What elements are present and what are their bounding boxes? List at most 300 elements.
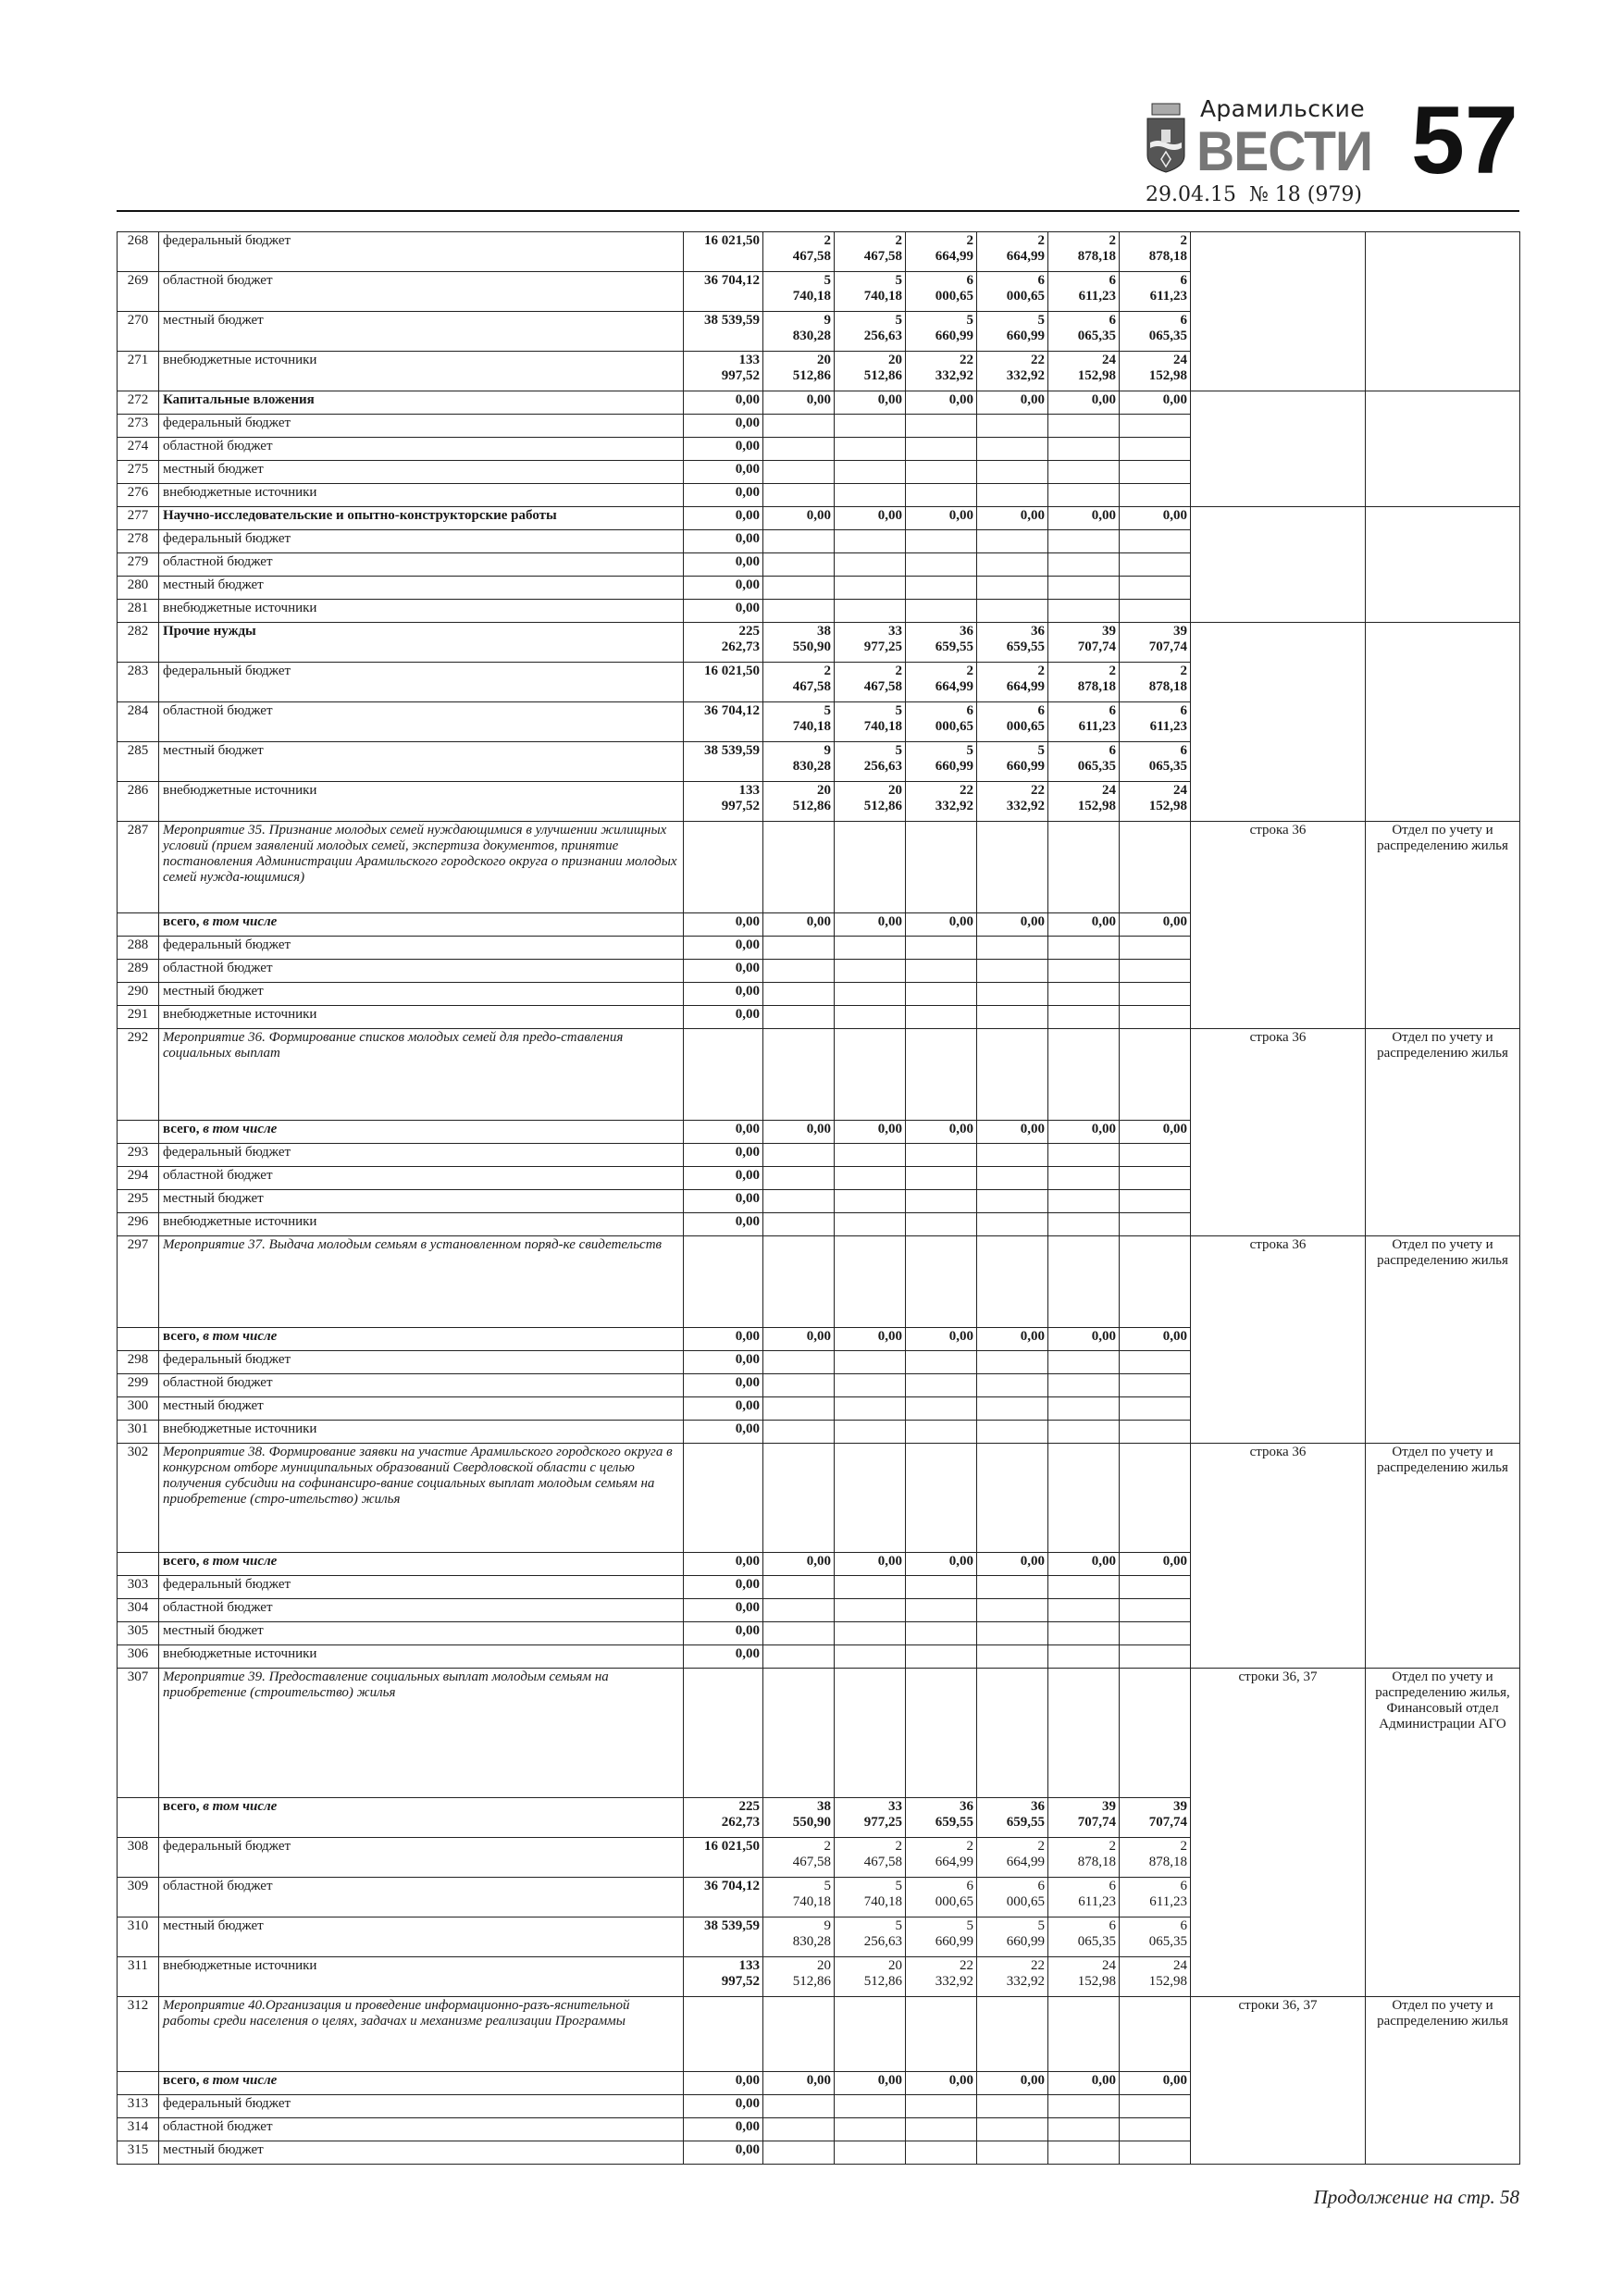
year-cell xyxy=(906,553,977,577)
year-cell xyxy=(1120,1006,1191,1029)
total-cell: 225 262,73 xyxy=(684,1798,763,1838)
row-label xyxy=(159,913,684,937)
year-cell: 5 660,99 xyxy=(977,312,1048,352)
year-cell: 6 000,65 xyxy=(977,1878,1048,1917)
row-label: федеральный бюджет xyxy=(159,530,684,553)
year-cell: 0,00 xyxy=(1048,507,1120,530)
row-label: областной бюджет xyxy=(159,1167,684,1190)
year-cell xyxy=(906,1006,977,1029)
target-indicator-cell: строки 36, 37 xyxy=(1191,1669,1366,1997)
year-cell xyxy=(977,937,1048,960)
total-cell: 0,00 xyxy=(684,1213,763,1236)
year-cell: 0,00 xyxy=(763,391,835,415)
year-cell: 0,00 xyxy=(1048,1121,1120,1144)
year-cell xyxy=(1048,1236,1120,1328)
row-number: 289 xyxy=(118,960,159,983)
year-cell xyxy=(1048,1167,1120,1190)
year-cell xyxy=(1120,1645,1191,1669)
responsible-cell: Отдел по учету и распределению жилья xyxy=(1366,1997,1520,2165)
row-number: 311 xyxy=(118,1957,159,1997)
year-cell: 0,00 xyxy=(977,391,1048,415)
measure-row xyxy=(118,822,1520,913)
year-cell: 5 256,63 xyxy=(835,742,906,782)
row-label: Мероприятие 39. Предоставление социальных выплат молодым семьям на приобретение (строительство) жилья xyxy=(159,1669,684,1798)
year-cell xyxy=(977,1351,1048,1374)
row-number: 294 xyxy=(118,1167,159,1190)
year-cell: 6 611,23 xyxy=(1048,1878,1120,1917)
year-cell: 0,00 xyxy=(977,1553,1048,1576)
row-label: федеральный бюджет xyxy=(159,1576,684,1599)
year-cell: 2 467,58 xyxy=(835,1838,906,1878)
year-cell xyxy=(906,1029,977,1121)
measure-row xyxy=(118,1997,1520,2072)
year-cell xyxy=(906,1645,977,1669)
year-cell xyxy=(977,1622,1048,1645)
row-label: внебюджетные источники xyxy=(159,1645,684,1669)
row-number: 290 xyxy=(118,983,159,1006)
year-cell xyxy=(1120,2141,1191,2165)
year-cell xyxy=(906,438,977,461)
year-cell: 2 878,18 xyxy=(1120,663,1191,702)
year-cell: 0,00 xyxy=(1048,913,1120,937)
year-cell xyxy=(835,1421,906,1444)
row-label xyxy=(159,1798,684,1838)
row-number: 314 xyxy=(118,2118,159,2141)
year-cell xyxy=(1120,1236,1191,1328)
year-cell xyxy=(1048,415,1120,438)
total-cell: 0,00 xyxy=(684,415,763,438)
total-cell: 0,00 xyxy=(684,1599,763,1622)
year-cell: 6 000,65 xyxy=(906,702,977,742)
year-cell xyxy=(906,415,977,438)
year-cell xyxy=(906,1190,977,1213)
year-cell xyxy=(835,1351,906,1374)
year-cell xyxy=(1120,1374,1191,1397)
year-cell xyxy=(1120,983,1191,1006)
year-cell: 0,00 xyxy=(977,2072,1048,2095)
year-cell: 0,00 xyxy=(906,1553,977,1576)
year-cell: 6 065,35 xyxy=(1120,1917,1191,1957)
page-number: 57 xyxy=(1411,87,1518,194)
total-label: всего, xyxy=(163,1329,200,1344)
total-cell: 0,00 xyxy=(684,2118,763,2141)
year-cell: 22 332,92 xyxy=(977,782,1048,822)
year-cell xyxy=(1120,2118,1191,2141)
year-cell xyxy=(906,2095,977,2118)
year-cell xyxy=(906,1351,977,1374)
row-label: Мероприятие 37. Выдача молодым семьям в установленном поряд-ке свидетельств xyxy=(159,1236,684,1328)
year-cell xyxy=(763,415,835,438)
year-cell: 9 830,28 xyxy=(763,742,835,782)
target-indicator-cell: строка 36 xyxy=(1191,1029,1366,1236)
year-cell xyxy=(1120,600,1191,623)
row-label: местный бюджет xyxy=(159,461,684,484)
continuation-note: Продолжение на стр. 58 xyxy=(1313,2186,1519,2208)
responsible-cell xyxy=(1366,623,1520,822)
responsible-cell xyxy=(1366,391,1520,507)
year-cell: 24 152,98 xyxy=(1048,782,1120,822)
measure-row xyxy=(118,1236,1520,1328)
year-cell: 0,00 xyxy=(1048,2072,1120,2095)
year-cell xyxy=(763,1144,835,1167)
total-cell: 0,00 xyxy=(684,1576,763,1599)
year-cell: 0,00 xyxy=(1120,391,1191,415)
year-cell: 38 550,90 xyxy=(763,623,835,663)
target-indicator-cell: строки 36, 37 xyxy=(1191,1997,1366,2165)
year-cell xyxy=(835,1444,906,1553)
total-label: всего, xyxy=(163,914,200,929)
year-cell: 6 065,35 xyxy=(1048,742,1120,782)
year-cell xyxy=(1120,1997,1191,2072)
row-number: 301 xyxy=(118,1421,159,1444)
year-cell xyxy=(835,937,906,960)
year-cell xyxy=(1048,600,1120,623)
year-cell xyxy=(977,577,1048,600)
year-cell xyxy=(1048,1190,1120,1213)
year-cell xyxy=(906,1374,977,1397)
year-cell xyxy=(763,1645,835,1669)
row-number: 276 xyxy=(118,484,159,507)
total-cell: 38 539,59 xyxy=(684,312,763,352)
year-cell xyxy=(1120,1444,1191,1553)
total-cell: 38 539,59 xyxy=(684,742,763,782)
row-label: областной бюджет xyxy=(159,1599,684,1622)
target-indicator-cell: строка 36 xyxy=(1191,822,1366,1029)
year-cell xyxy=(1048,2118,1120,2141)
year-cell xyxy=(906,2141,977,2165)
year-cell xyxy=(906,1444,977,1553)
budget-table-body xyxy=(118,232,1520,2165)
year-cell xyxy=(763,1190,835,1213)
year-cell: 5 256,63 xyxy=(835,312,906,352)
year-cell: 5 740,18 xyxy=(835,702,906,742)
year-cell: 0,00 xyxy=(1120,1553,1191,1576)
year-cell xyxy=(1048,1006,1120,1029)
total-cell: 16 021,50 xyxy=(684,663,763,702)
total-cell: 0,00 xyxy=(684,1397,763,1421)
year-cell: 2 878,18 xyxy=(1048,663,1120,702)
row-number: 291 xyxy=(118,1006,159,1029)
year-cell xyxy=(977,1144,1048,1167)
year-cell: 22 332,92 xyxy=(977,352,1048,391)
year-cell: 0,00 xyxy=(763,1328,835,1351)
year-cell xyxy=(835,960,906,983)
year-cell xyxy=(835,461,906,484)
row-number: 285 xyxy=(118,742,159,782)
row-label: внебюджетные источники xyxy=(159,1006,684,1029)
row-number: 306 xyxy=(118,1645,159,1669)
total-cell: 0,00 xyxy=(684,507,763,530)
year-cell xyxy=(977,1374,1048,1397)
year-cell xyxy=(763,822,835,913)
year-cell: 2 467,58 xyxy=(763,1838,835,1878)
total-cell: 0,00 xyxy=(684,1167,763,1190)
year-cell: 6 611,23 xyxy=(1048,272,1120,312)
year-cell xyxy=(977,530,1048,553)
total-cell: 133 997,52 xyxy=(684,1957,763,1997)
year-cell xyxy=(906,1213,977,1236)
year-cell xyxy=(977,2118,1048,2141)
year-cell: 0,00 xyxy=(1120,1328,1191,1351)
year-cell: 0,00 xyxy=(763,2072,835,2095)
total-cell: 38 539,59 xyxy=(684,1917,763,1957)
year-cell: 2 467,58 xyxy=(835,232,906,272)
year-cell xyxy=(835,553,906,577)
year-cell xyxy=(906,1397,977,1421)
total-cell: 0,00 xyxy=(684,484,763,507)
total-cell: 0,00 xyxy=(684,1374,763,1397)
year-cell xyxy=(906,1576,977,1599)
year-cell xyxy=(1048,1421,1120,1444)
total-cell xyxy=(684,1236,763,1328)
row-number: 310 xyxy=(118,1917,159,1957)
total-label: всего, xyxy=(163,2073,200,2088)
year-cell: 2 467,58 xyxy=(835,663,906,702)
target-indicator-cell xyxy=(1191,623,1366,822)
row-number: 282 xyxy=(118,623,159,663)
year-cell: 0,00 xyxy=(906,507,977,530)
year-cell xyxy=(906,983,977,1006)
year-cell xyxy=(835,484,906,507)
row-label: федеральный бюджет xyxy=(159,1144,684,1167)
year-cell xyxy=(1048,1599,1120,1622)
year-cell: 0,00 xyxy=(906,1328,977,1351)
year-cell xyxy=(1120,1029,1191,1121)
issue-date-number: 29.04.15 № 18 (979) xyxy=(1146,183,1362,206)
year-cell: 24 152,98 xyxy=(1120,1957,1191,1997)
year-cell xyxy=(763,1421,835,1444)
row-label: местный бюджет xyxy=(159,2141,684,2165)
year-cell: 6 000,65 xyxy=(906,1878,977,1917)
year-cell: 2 878,18 xyxy=(1120,232,1191,272)
year-cell xyxy=(763,1397,835,1421)
row-number: 313 xyxy=(118,2095,159,2118)
year-cell xyxy=(763,1213,835,1236)
total-cell: 16 021,50 xyxy=(684,232,763,272)
year-cell xyxy=(977,1213,1048,1236)
year-cell: 0,00 xyxy=(835,913,906,937)
row-number: 309 xyxy=(118,1878,159,1917)
year-cell xyxy=(763,1167,835,1190)
year-cell xyxy=(977,1190,1048,1213)
row-number xyxy=(118,913,159,937)
year-cell xyxy=(1120,530,1191,553)
year-cell: 5 660,99 xyxy=(977,742,1048,782)
row-number: 288 xyxy=(118,937,159,960)
row-number: 286 xyxy=(118,782,159,822)
total-cell: 0,00 xyxy=(684,600,763,623)
total-cell: 0,00 xyxy=(684,1006,763,1029)
row-number xyxy=(118,1798,159,1838)
year-cell: 0,00 xyxy=(1120,913,1191,937)
year-cell: 0,00 xyxy=(977,913,1048,937)
total-cell: 225 262,73 xyxy=(684,623,763,663)
year-cell xyxy=(1120,1167,1191,1190)
year-cell xyxy=(763,1669,835,1798)
row-number: 284 xyxy=(118,702,159,742)
year-cell xyxy=(977,983,1048,1006)
row-label: внебюджетные источники xyxy=(159,782,684,822)
year-cell xyxy=(763,484,835,507)
year-cell: 6 611,23 xyxy=(1120,272,1191,312)
year-cell xyxy=(763,1374,835,1397)
year-cell xyxy=(1048,1576,1120,1599)
year-cell: 0,00 xyxy=(1048,1328,1120,1351)
total-cell: 0,00 xyxy=(684,2072,763,2095)
year-cell xyxy=(906,600,977,623)
year-cell xyxy=(1048,1622,1120,1645)
year-cell: 39 707,74 xyxy=(1048,623,1120,663)
row-number: 274 xyxy=(118,438,159,461)
row-number: 283 xyxy=(118,663,159,702)
total-cell: 0,00 xyxy=(684,461,763,484)
year-cell: 6 611,23 xyxy=(1048,702,1120,742)
row-number: 298 xyxy=(118,1351,159,1374)
year-cell xyxy=(763,960,835,983)
total-cell: 0,00 xyxy=(684,2095,763,2118)
year-cell xyxy=(1048,1374,1120,1397)
year-cell xyxy=(835,1236,906,1328)
row-label: местный бюджет xyxy=(159,1190,684,1213)
row-number: 299 xyxy=(118,1374,159,1397)
year-cell xyxy=(977,1599,1048,1622)
year-cell xyxy=(1048,553,1120,577)
row-label: местный бюджет xyxy=(159,1917,684,1957)
target-indicator-cell xyxy=(1191,232,1366,391)
year-cell: 0,00 xyxy=(977,1328,1048,1351)
responsible-cell: Отдел по учету и распределению жилья xyxy=(1366,1029,1520,1236)
year-cell xyxy=(1120,438,1191,461)
total-cell: 0,00 xyxy=(684,1351,763,1374)
year-cell xyxy=(835,822,906,913)
year-cell xyxy=(763,600,835,623)
year-cell: 24 152,98 xyxy=(1048,1957,1120,1997)
year-cell: 22 332,92 xyxy=(906,1957,977,1997)
year-cell xyxy=(906,1997,977,2072)
year-cell: 6 000,65 xyxy=(906,272,977,312)
total-cell: 0,00 xyxy=(684,1121,763,1144)
row-label: областной бюджет xyxy=(159,2118,684,2141)
row-label: федеральный бюджет xyxy=(159,232,684,272)
row-number: 302 xyxy=(118,1444,159,1553)
year-cell xyxy=(835,1167,906,1190)
year-cell: 20 512,86 xyxy=(835,1957,906,1997)
row-label: Мероприятие 35. Признание молодых семей нуждающимися в улучшении жилищных условий (прием заявлений молодых семей, экспертиза документов, принятие постановления Администрации Арамильского городского округа о признании молодых семей нужда-ющимися) xyxy=(159,822,684,913)
year-cell xyxy=(763,983,835,1006)
year-cell: 0,00 xyxy=(1048,391,1120,415)
year-cell xyxy=(835,983,906,1006)
year-cell xyxy=(763,937,835,960)
coat-of-arms-icon xyxy=(1145,102,1187,176)
year-cell xyxy=(835,1397,906,1421)
row-number: 292 xyxy=(118,1029,159,1121)
total-cell: 36 704,12 xyxy=(684,272,763,312)
year-cell xyxy=(906,1144,977,1167)
measure-row xyxy=(118,1444,1520,1553)
row-number: 287 xyxy=(118,822,159,913)
year-cell xyxy=(977,1236,1048,1328)
row-label: федеральный бюджет xyxy=(159,937,684,960)
year-cell xyxy=(977,1167,1048,1190)
row-label: местный бюджет xyxy=(159,983,684,1006)
total-cell: 0,00 xyxy=(684,438,763,461)
year-cell: 0,00 xyxy=(977,507,1048,530)
year-cell xyxy=(906,937,977,960)
row-label xyxy=(159,1328,684,1351)
row-number: 300 xyxy=(118,1397,159,1421)
year-cell xyxy=(835,1213,906,1236)
year-cell: 9 830,28 xyxy=(763,1917,835,1957)
year-cell xyxy=(906,1669,977,1798)
row-label: местный бюджет xyxy=(159,577,684,600)
year-cell: 5 256,63 xyxy=(835,1917,906,1957)
year-cell: 6 065,35 xyxy=(1048,312,1120,352)
row-label: федеральный бюджет xyxy=(159,2095,684,2118)
year-cell xyxy=(977,2141,1048,2165)
year-cell: 39 707,74 xyxy=(1048,1798,1120,1838)
year-cell xyxy=(1120,2095,1191,2118)
row-number: 307 xyxy=(118,1669,159,1798)
total-cell xyxy=(684,1669,763,1798)
year-cell: 22 332,92 xyxy=(906,352,977,391)
year-cell: 6 000,65 xyxy=(977,702,1048,742)
year-cell: 0,00 xyxy=(763,913,835,937)
total-cell: 0,00 xyxy=(684,1144,763,1167)
total-cell: 0,00 xyxy=(684,913,763,937)
year-cell: 20 512,86 xyxy=(763,1957,835,1997)
year-cell xyxy=(977,1444,1048,1553)
row-number: 269 xyxy=(118,272,159,312)
year-cell: 2 878,18 xyxy=(1048,232,1120,272)
year-cell xyxy=(1048,461,1120,484)
year-cell: 0,00 xyxy=(835,1553,906,1576)
total-cell: 0,00 xyxy=(684,577,763,600)
year-cell: 2 878,18 xyxy=(1048,1838,1120,1878)
year-cell xyxy=(763,1236,835,1328)
year-cell xyxy=(1048,1444,1120,1553)
year-cell xyxy=(977,2095,1048,2118)
year-cell xyxy=(977,1421,1048,1444)
year-cell: 0,00 xyxy=(1120,2072,1191,2095)
year-cell xyxy=(1120,415,1191,438)
year-cell: 5 660,99 xyxy=(906,742,977,782)
year-cell xyxy=(835,1374,906,1397)
year-cell: 0,00 xyxy=(763,1121,835,1144)
total-cell: 133 997,52 xyxy=(684,782,763,822)
year-cell: 6 000,65 xyxy=(977,272,1048,312)
year-cell: 2 664,99 xyxy=(977,1838,1048,1878)
year-cell: 5 660,99 xyxy=(977,1917,1048,1957)
year-cell xyxy=(906,461,977,484)
target-indicator-cell xyxy=(1191,391,1366,507)
year-cell: 6 611,23 xyxy=(1120,702,1191,742)
responsible-cell xyxy=(1366,507,1520,623)
year-cell xyxy=(1120,1669,1191,1798)
year-cell xyxy=(1120,1421,1191,1444)
row-number: 295 xyxy=(118,1190,159,1213)
year-cell xyxy=(763,1622,835,1645)
year-cell xyxy=(906,1236,977,1328)
row-label xyxy=(159,2072,684,2095)
total-cell xyxy=(684,1444,763,1553)
row-label: Научно-исследовательские и опытно-конструкторские работы xyxy=(159,507,684,530)
year-cell: 39 707,74 xyxy=(1120,623,1191,663)
responsible-cell xyxy=(1366,232,1520,391)
year-cell xyxy=(1120,1397,1191,1421)
row-number xyxy=(118,1553,159,1576)
row-label: внебюджетные источники xyxy=(159,1957,684,1997)
row-label: внебюджетные источники xyxy=(159,1213,684,1236)
